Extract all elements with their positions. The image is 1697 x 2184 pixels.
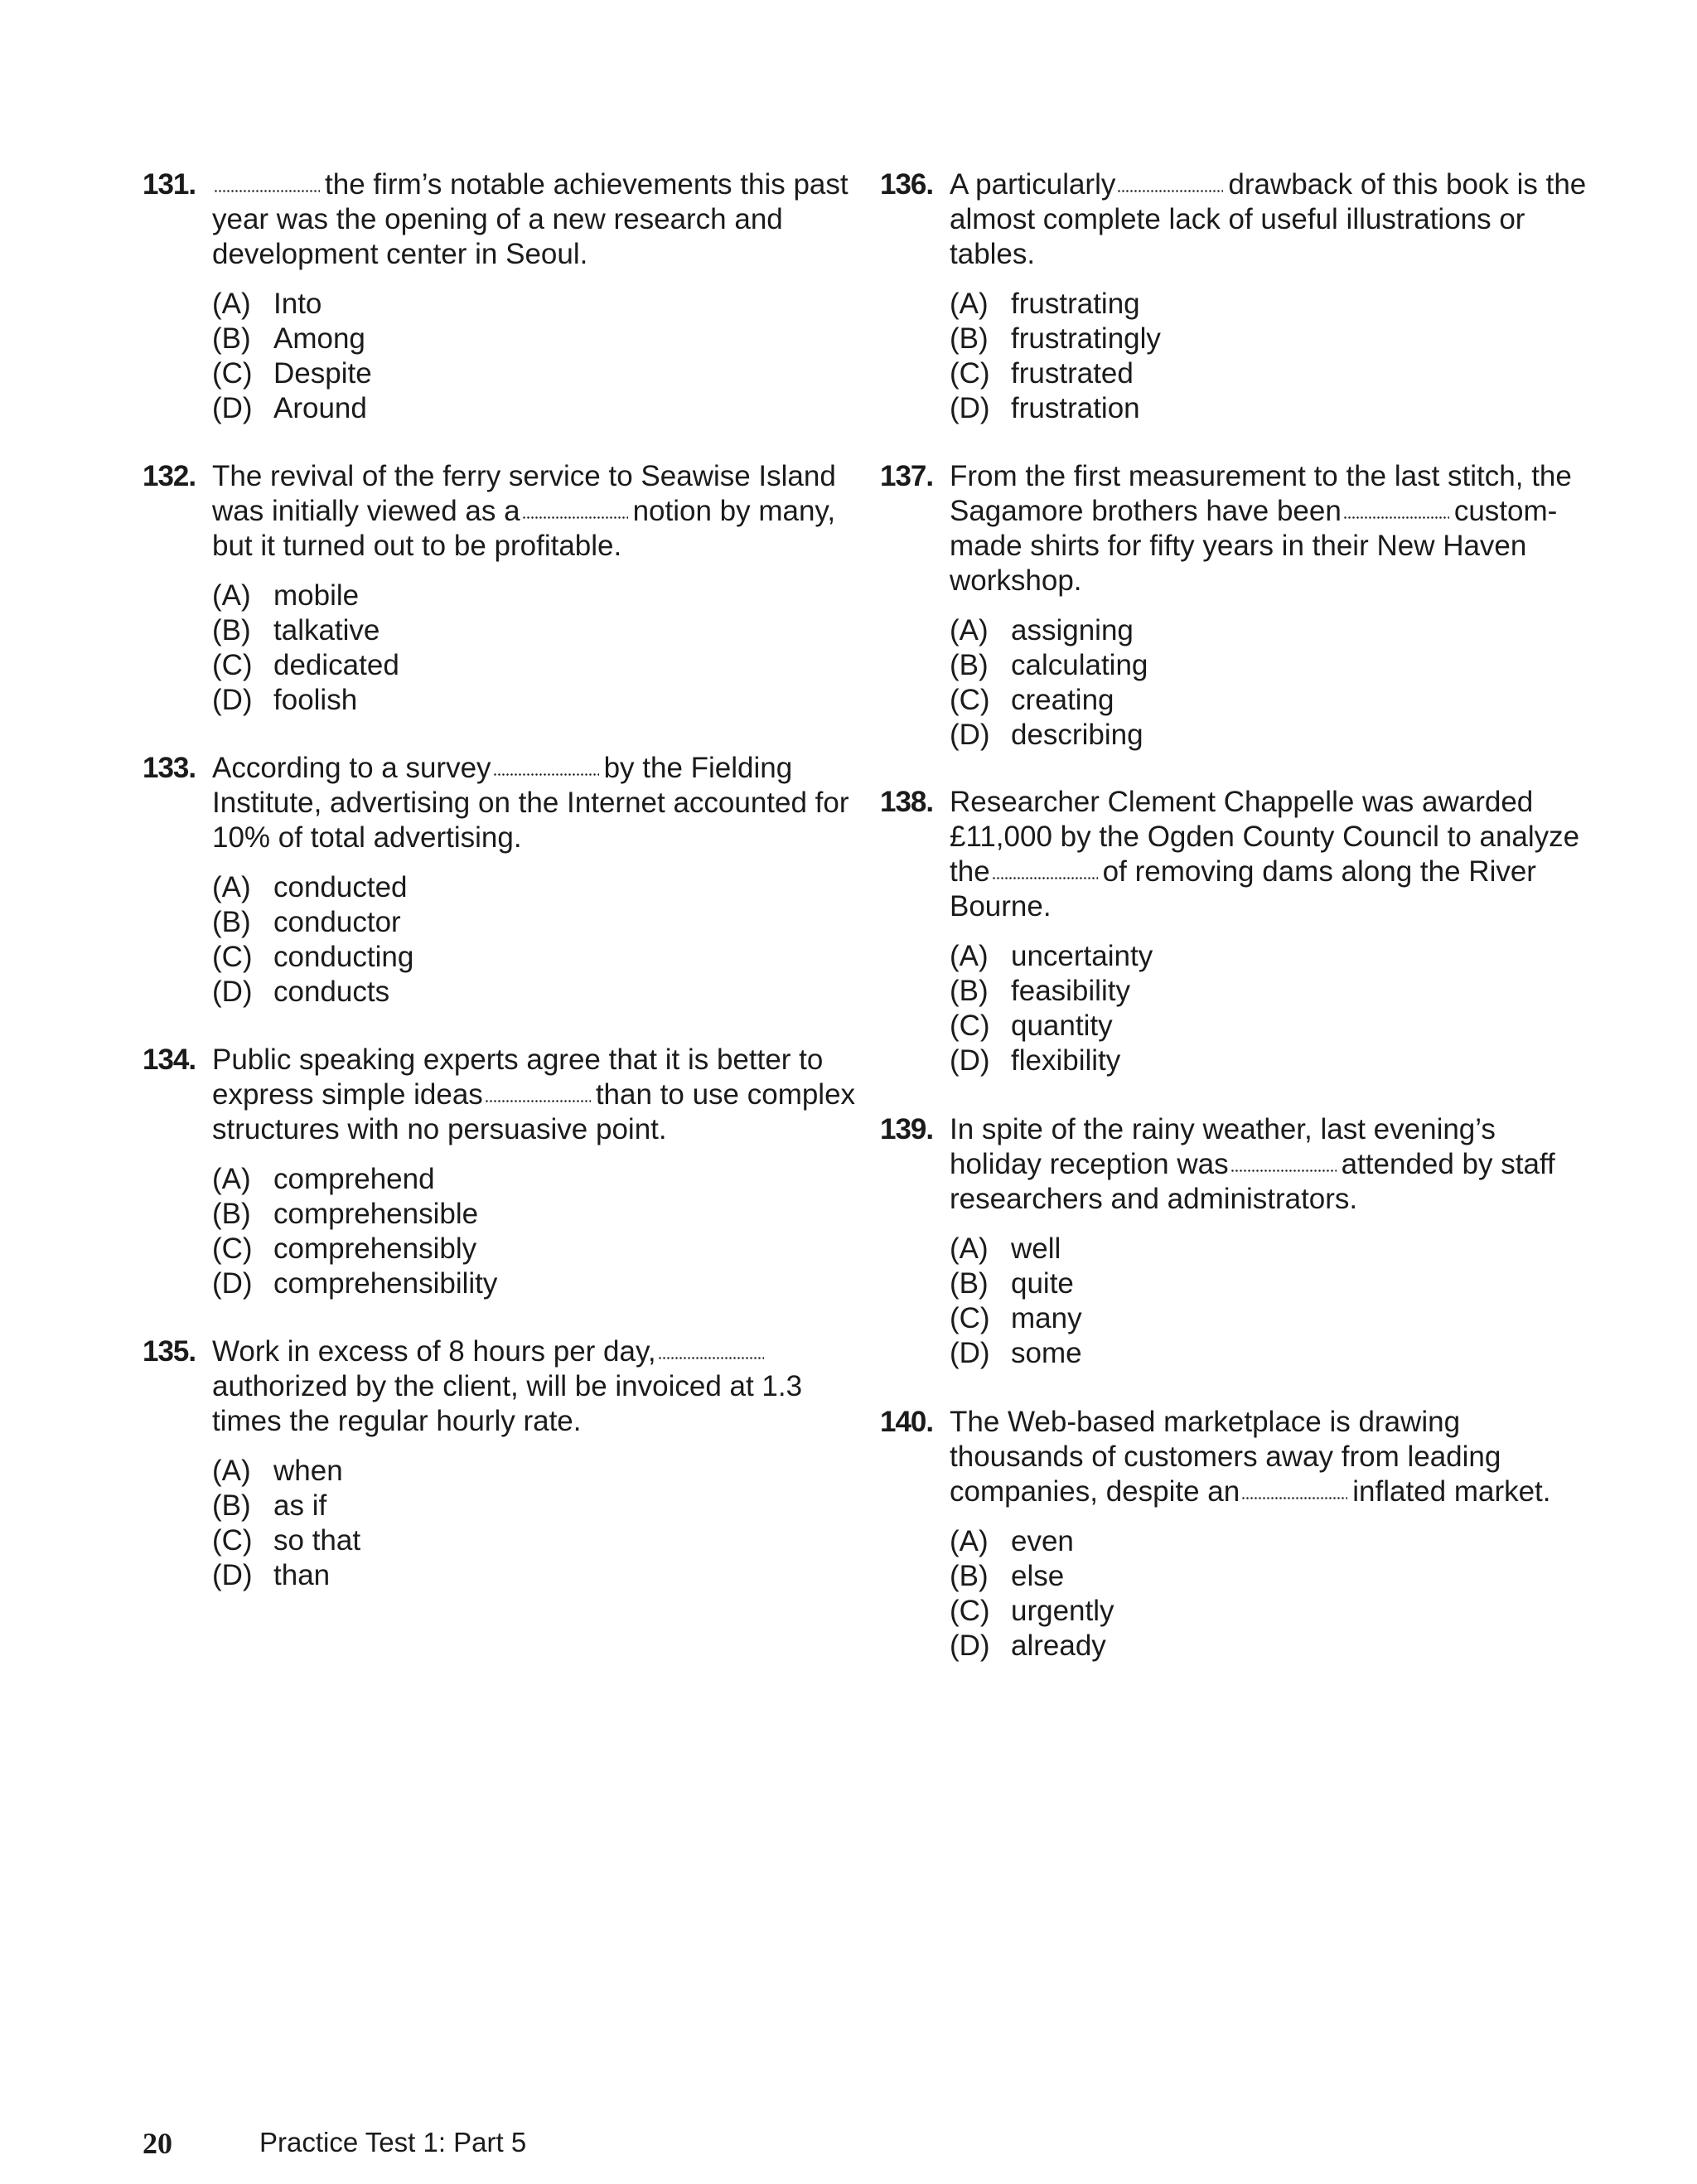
question-number: 136. (880, 168, 934, 201)
choice-letter: (D) (212, 1267, 253, 1300)
choice-text: feasibility (1011, 975, 1130, 1007)
stem-before: The revival of the ferry service to Seawise Island was initially viewed as a (212, 460, 836, 527)
question-stem (950, 167, 1593, 272)
choice-b (212, 613, 872, 648)
choice-b (212, 905, 872, 940)
choice-text: some (1011, 1337, 1082, 1369)
choice-b (950, 648, 1593, 683)
question-stem (212, 1043, 872, 1147)
answer-choices (212, 287, 872, 426)
question-number: 131. (143, 168, 196, 201)
choice-text: talkative (273, 614, 380, 646)
section-title: Practice Test 1: Part 5 (259, 2127, 527, 2157)
choice-text: flexibility (1011, 1044, 1121, 1077)
choice-text: comprehensibly (273, 1232, 477, 1265)
page-number: 20 (143, 2127, 172, 2160)
choice-b (950, 1266, 1593, 1301)
choice-letter: (C) (950, 684, 990, 716)
choice-c (950, 1009, 1593, 1044)
choice-a (950, 1524, 1593, 1559)
stem-before: The Web-based marketplace is drawing thousands of customers away from leading companies, despite an (950, 1406, 1501, 1508)
stem-after: authorized by the client, will be invoiced at 1.3 times the regular hourly rate. (212, 1370, 803, 1437)
choice-letter: (B) (950, 1560, 989, 1592)
choice-letter: (B) (212, 614, 251, 646)
choice-letter: (D) (212, 1559, 253, 1591)
stem-after: than to use complex structures with no persuasive point. (212, 1078, 856, 1145)
choice-letter: (A) (950, 1525, 989, 1557)
choice-letter: (D) (212, 684, 253, 716)
choice-c (950, 356, 1593, 391)
question-number: 132. (143, 460, 196, 492)
choice-text: quantity (1011, 1010, 1113, 1042)
question-135 (143, 1334, 872, 1593)
choice-letter: (B) (950, 975, 989, 1007)
choice-d (212, 975, 872, 1010)
answer-choices (950, 287, 1593, 426)
choice-d (950, 1629, 1593, 1663)
choice-text: so that (273, 1524, 361, 1557)
choice-d (212, 683, 872, 718)
question-stem (212, 751, 872, 855)
choice-letter: (A) (950, 1232, 989, 1265)
question-number: 138. (880, 786, 934, 818)
choice-d (212, 1266, 872, 1301)
choice-d (212, 1558, 872, 1593)
choice-text: comprehensibility (273, 1267, 498, 1300)
choice-letter: (C) (212, 357, 253, 390)
choice-c (212, 1523, 872, 1558)
answer-blank (658, 1353, 764, 1361)
choice-letter: (A) (950, 940, 989, 972)
stem-after: inflated market. (1352, 1475, 1551, 1508)
choice-text: conducted (273, 871, 408, 903)
choice-d (950, 718, 1593, 753)
answer-choices (950, 1232, 1593, 1371)
answer-choices (950, 613, 1593, 753)
question-stem (950, 1405, 1593, 1509)
question-stem (950, 459, 1593, 598)
choice-letter: (A) (212, 579, 251, 612)
choice-letter: (A) (212, 871, 251, 903)
stem-after: attended by staff researchers and administrators. (950, 1148, 1555, 1215)
choice-b (212, 1197, 872, 1232)
choice-text: describing (1011, 719, 1143, 751)
choice-letter: (C) (950, 1010, 990, 1042)
choice-c (950, 1301, 1593, 1336)
choice-text: urgently (1011, 1595, 1114, 1627)
choice-c (212, 648, 872, 683)
choice-text: Into (273, 288, 322, 320)
choice-letter: (A) (212, 1455, 251, 1487)
stem-after: the firm’s notable achievements this past year was the opening of a new research and development center in Seoul. (212, 168, 848, 270)
stem-after: by the Fielding Institute, advertising on the Internet accounted for 10% of total advertising. (212, 752, 849, 854)
choice-letter: (C) (950, 1595, 990, 1627)
choice-letter: (A) (950, 614, 989, 646)
stem-before: From the first measurement to the last stitch, the Sagamore brothers have been (950, 460, 1572, 527)
stem-before: According to a survey (212, 752, 491, 784)
choice-letter: (A) (212, 288, 251, 320)
choice-letter: (C) (212, 649, 253, 681)
question-stem (212, 167, 872, 272)
choice-a (950, 939, 1593, 974)
choice-text: quite (1011, 1267, 1074, 1300)
choice-text: comprehensible (273, 1198, 479, 1230)
choice-text: frustratingly (1011, 322, 1161, 355)
choice-letter: (D) (950, 392, 990, 424)
choice-b (950, 322, 1593, 356)
choice-text: mobile (273, 579, 360, 612)
choice-text: dedicated (273, 649, 399, 681)
question-137 (880, 459, 1593, 753)
choice-a (212, 870, 872, 905)
question-stem (950, 1112, 1593, 1217)
choice-letter: (A) (950, 288, 989, 320)
question-number: 133. (143, 752, 196, 784)
choice-text: even (1011, 1525, 1074, 1557)
stem-after: of removing dams along the River Bourne. (950, 855, 1536, 923)
choice-d (950, 1044, 1593, 1078)
choice-b (212, 1489, 872, 1523)
stem-after: notion by many, but it turned out to be profitable. (212, 495, 836, 562)
choice-letter: (C) (212, 1232, 253, 1265)
choice-letter: (A) (212, 1163, 251, 1195)
choice-text: assigning (1011, 614, 1134, 646)
answer-choices (950, 1524, 1593, 1663)
choice-letter: (B) (212, 1489, 251, 1522)
choice-a (212, 579, 872, 613)
choice-a (950, 613, 1593, 648)
choice-text: well (1011, 1232, 1061, 1265)
question-131 (143, 167, 872, 426)
choice-letter: (B) (212, 1198, 251, 1230)
choice-a (212, 1454, 872, 1489)
choice-c (212, 940, 872, 975)
choice-text: many (1011, 1302, 1082, 1334)
choice-c (950, 683, 1593, 718)
answer-blank (1117, 186, 1223, 194)
answer-blank (214, 186, 320, 194)
question-133 (143, 751, 872, 1010)
question-132 (143, 459, 872, 718)
stem-before: In spite of the rainy weather, last evening’s holiday reception was (950, 1113, 1496, 1180)
answer-blank (1230, 1165, 1337, 1174)
question-number: 135. (143, 1335, 196, 1368)
choice-a (950, 1232, 1593, 1266)
choice-letter: (D) (950, 1044, 990, 1077)
choice-a (212, 1162, 872, 1197)
stem-after: drawback of this book is the almost complete lack of useful illustrations or tables. (950, 168, 1587, 270)
answer-choices (212, 870, 872, 1010)
choice-b (212, 322, 872, 356)
answer-blank (992, 873, 1098, 881)
question-stem (950, 785, 1593, 924)
choice-letter: (C) (212, 1524, 253, 1557)
answer-blank (1241, 1493, 1347, 1501)
choice-text: comprehend (273, 1163, 435, 1195)
stem-before: Researcher Clement Chappelle was awarded £11,000 by the Ogden County Council to analyze the (950, 786, 1580, 888)
question-number: 139. (880, 1113, 934, 1145)
choice-letter: (C) (950, 357, 990, 390)
answer-blank (485, 1096, 591, 1104)
choice-a (212, 287, 872, 322)
choice-letter: (D) (950, 1630, 990, 1662)
choice-d (950, 1336, 1593, 1371)
stem-before: A particularly (950, 168, 1116, 201)
choice-text: Among (273, 322, 365, 355)
choice-letter: (B) (950, 1267, 989, 1300)
question-138 (880, 785, 1593, 1078)
question-stem (212, 459, 872, 564)
question-number: 137. (880, 460, 934, 492)
choice-text: conductor (273, 906, 401, 938)
answer-blank (1343, 512, 1449, 521)
question-139 (880, 1112, 1593, 1371)
choice-b (950, 974, 1593, 1009)
choice-text: uncertainty (1011, 940, 1153, 972)
choice-b (950, 1559, 1593, 1594)
choice-d (950, 391, 1593, 426)
choice-letter: (C) (212, 941, 253, 973)
choice-a (950, 287, 1593, 322)
choice-text: Around (273, 392, 367, 424)
choice-text: conducting (273, 941, 414, 973)
choice-letter: (B) (212, 322, 251, 355)
question-number: 134. (143, 1044, 196, 1076)
choice-letter: (B) (212, 906, 251, 938)
answer-choices (212, 1162, 872, 1301)
choice-text: frustration (1011, 392, 1140, 424)
stem-before: Work in excess of 8 hours per day, (212, 1335, 656, 1368)
choice-text: foolish (273, 684, 358, 716)
stem-after: custom-made shirts for fifty years in their New Haven workshop. (950, 495, 1558, 597)
answer-blank (522, 512, 628, 521)
choice-text: frustrated (1011, 357, 1134, 390)
choice-text: calculating (1011, 649, 1148, 681)
choice-letter: (D) (950, 719, 990, 751)
choice-c (212, 1232, 872, 1266)
choice-letter: (B) (950, 322, 989, 355)
question-stem (212, 1334, 872, 1439)
choice-letter: (B) (950, 649, 989, 681)
choice-letter: (D) (212, 392, 253, 424)
question-140 (880, 1405, 1593, 1663)
choice-text: conducts (273, 976, 390, 1008)
answer-choices (212, 1454, 872, 1593)
choice-c (212, 356, 872, 391)
answer-choices (950, 939, 1593, 1078)
choice-letter: (C) (950, 1302, 990, 1334)
choice-text: as if (273, 1489, 327, 1522)
choice-text: Despite (273, 357, 372, 390)
choice-text: creating (1011, 684, 1114, 716)
choice-letter: (D) (212, 976, 253, 1008)
question-number: 140. (880, 1406, 934, 1438)
choice-text: frustrating (1011, 288, 1140, 320)
choice-text: already (1011, 1630, 1106, 1662)
choice-c (950, 1594, 1593, 1629)
choice-letter: (D) (950, 1337, 990, 1369)
question-134 (143, 1043, 872, 1301)
choice-text: than (273, 1559, 331, 1591)
stem-before: Public speaking experts agree that it is better to express simple ideas (212, 1044, 824, 1111)
question-136 (880, 167, 1593, 426)
choice-text: else (1011, 1560, 1065, 1592)
choice-d (212, 391, 872, 426)
answer-choices (212, 579, 872, 718)
choice-text: when (273, 1455, 343, 1487)
answer-blank (493, 769, 599, 777)
